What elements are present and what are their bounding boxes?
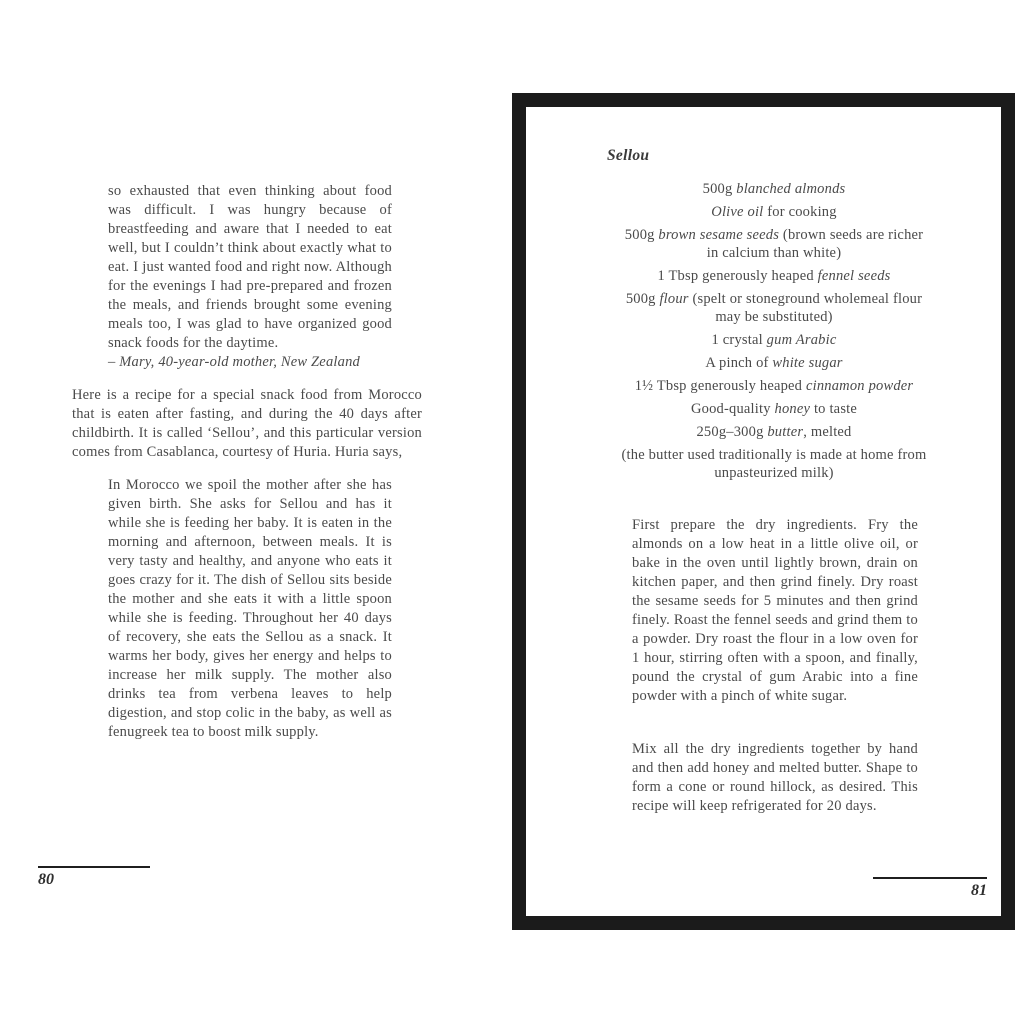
quote-block-2: In Morocco we spoil the mother after she has given birth. She asks for Sellou and has it while she is feeding her baby. It is eaten in the morning and afternoon, between meals. It is very tasty and healthy, and anyone who eats it goes crazy for it. The dish of Sellou sits beside the mother and she eats it with a little spoon while she is feeding. Throughout her 40 days of recovery, she eats the Sellou as a snack. It warms her body, gives her energy and helps to increase her milk supply. The mother also drinks tea from verbena leaves to help digestion, and stop colic in the baby, as well as fenugreek tea to boost milk supply. bbox=[108, 477, 392, 740]
ingredient-line: A pinch of white sugar bbox=[705, 355, 843, 371]
intro-paragraph: Here is a recipe for a special snack food from Morocco that is eaten after fasting, and during the 40 days after childbirth. It is called ‘Sellou’, and this particular version comes from Casablanca, courtesy of Huria. Huria says, bbox=[72, 387, 422, 460]
quote-attribution: – Mary, 40-year-old mother, New Zealand bbox=[108, 354, 360, 370]
quote-block-1 bbox=[108, 182, 392, 372]
quote-text: so exhausted that even thinking about food was difficult. I was hungry because of breastfeeding and aware that I needed to eat well, but I couldn’t think about exactly what to eat. I just wanted food and right now. Although for the evenings I had pre-prepared and frozen the meals, and friends brought some evening meals too, I was glad to have organized good snack foods for the daytime. bbox=[108, 183, 392, 351]
ingredient-line: 500g brown sesame seeds (brown seeds are richer in calcium than white) bbox=[624, 227, 924, 261]
left-page bbox=[72, 182, 422, 742]
page-footer-left bbox=[38, 866, 150, 889]
recipe-title: Sellou bbox=[607, 147, 650, 164]
ingredient-line: Good-quality honey to taste bbox=[690, 401, 858, 417]
instruction-paragraph-1: First prepare the dry ingredients. Fry the almonds on a low heat in a little olive oil, or bake in the oven until lightly brown, drain on kitchen paper, and then grind finely. Dry roast the sesame seeds for 5 minutes and then grind finely. Roast the fennel seeds and grind them to a powder. Dry roast the flour in a low oven for 1 hour, stirring often with a spoon, and finally, pound the crystal of gum Arabic into a fine powder with a pinch of white sugar. bbox=[632, 517, 918, 704]
page-number-right: 81 bbox=[971, 882, 987, 899]
page-footer-right bbox=[873, 877, 987, 900]
ingredient-line: 1 crystal gum Arabic bbox=[711, 332, 837, 348]
ingredients-list bbox=[618, 180, 930, 482]
footer-rule-left bbox=[38, 866, 150, 868]
ingredient-line: 500g blanched almonds bbox=[702, 181, 846, 197]
instructions-section bbox=[632, 516, 918, 816]
page-number-left: 80 bbox=[38, 871, 54, 888]
ingredient-line: Olive oil for cooking bbox=[711, 204, 837, 220]
ingredient-line: (the butter used traditionally is made at home from unpasteurized milk) bbox=[621, 447, 927, 481]
recipe-page-frame bbox=[512, 93, 1015, 930]
ingredient-line: 500g flour (spelt or stoneground wholemeal flour may be substituted) bbox=[625, 291, 923, 325]
instruction-paragraph-2: Mix all the dry ingredients together by hand and then add honey and melted butter. Shape to form a cone or round hillock, as desired. This recipe will keep refrigerated for 20 days. bbox=[632, 741, 918, 814]
ingredient-line: 1½ Tbsp generously heaped cinnamon powder bbox=[634, 378, 914, 394]
ingredient-line: 250g–300g butter, melted bbox=[696, 424, 852, 440]
ingredient-line: 1 Tbsp generously heaped fennel seeds bbox=[657, 268, 891, 284]
footer-rule-right bbox=[873, 877, 987, 879]
